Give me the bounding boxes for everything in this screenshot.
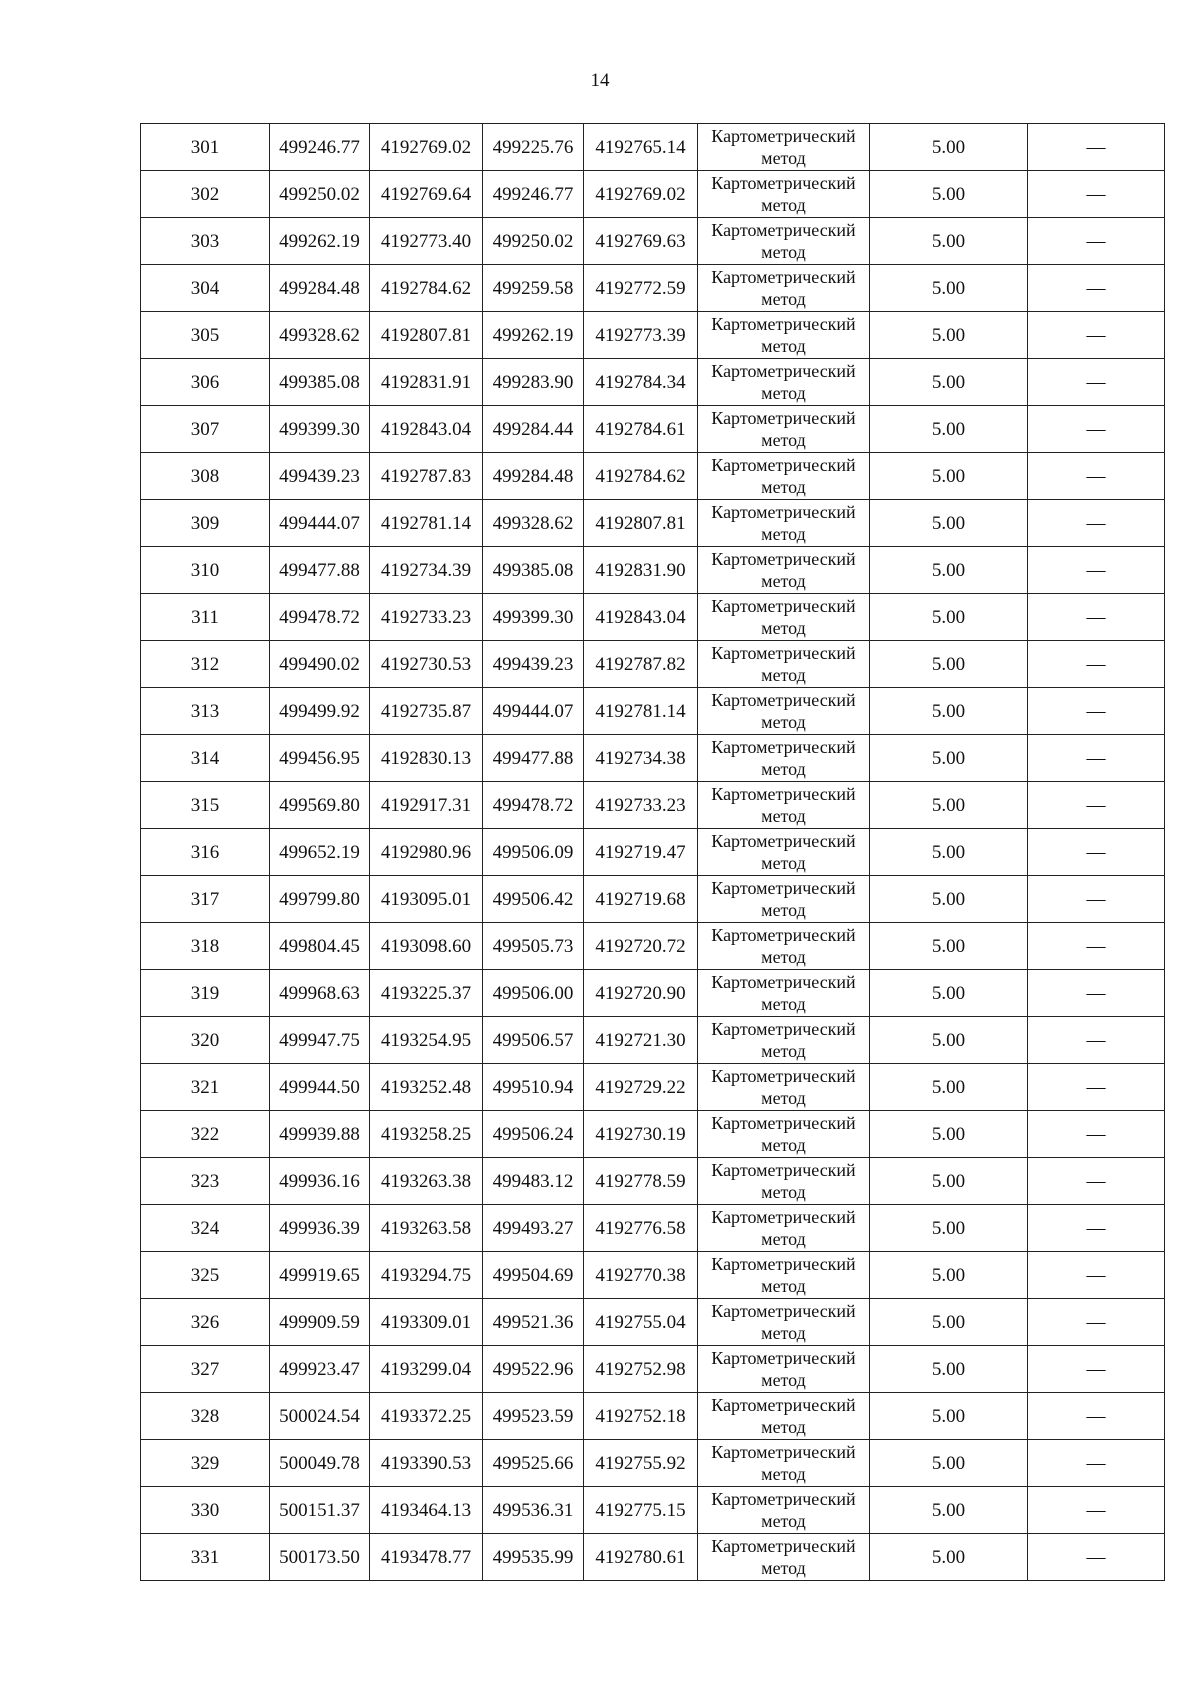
table-row	[141, 1487, 1165, 1534]
table-row	[141, 1205, 1165, 1252]
table-row	[141, 1252, 1165, 1299]
dash-cell: —	[1028, 641, 1165, 688]
y2-coordinate-cell: 4192730.19	[584, 1111, 698, 1158]
method-cell: Картометрический метод	[698, 359, 870, 406]
y2-coordinate-cell: 4192755.92	[584, 1440, 698, 1487]
x-coordinate-cell: 499439.23	[270, 453, 370, 500]
x2-coordinate-cell: 499525.66	[483, 1440, 584, 1487]
accuracy-cell: 5.00	[870, 970, 1028, 1017]
x2-coordinate-cell: 499506.00	[483, 970, 584, 1017]
method-cell: Картометрический метод	[698, 218, 870, 265]
x-coordinate-cell: 499799.80	[270, 876, 370, 923]
table-row	[141, 641, 1165, 688]
dash-cell: —	[1028, 1017, 1165, 1064]
x2-coordinate-cell: 499284.48	[483, 453, 584, 500]
point-number-cell: 316	[141, 829, 270, 876]
method-cell: Картометрический метод	[698, 312, 870, 359]
x-coordinate-cell: 499456.95	[270, 735, 370, 782]
point-number-cell: 306	[141, 359, 270, 406]
dash-cell: —	[1028, 406, 1165, 453]
x2-coordinate-cell: 499284.44	[483, 406, 584, 453]
point-number-cell: 331	[141, 1534, 270, 1581]
method-cell: Картометрический метод	[698, 970, 870, 1017]
accuracy-cell: 5.00	[870, 1017, 1028, 1064]
dash-cell: —	[1028, 1393, 1165, 1440]
x2-coordinate-cell: 499504.69	[483, 1252, 584, 1299]
point-number-cell: 307	[141, 406, 270, 453]
accuracy-cell: 5.00	[870, 782, 1028, 829]
x-coordinate-cell: 499385.08	[270, 359, 370, 406]
y2-coordinate-cell: 4192765.14	[584, 124, 698, 171]
y2-coordinate-cell: 4192734.38	[584, 735, 698, 782]
y-coordinate-cell: 4193299.04	[370, 1346, 483, 1393]
x2-coordinate-cell: 499444.07	[483, 688, 584, 735]
method-cell: Картометрический метод	[698, 124, 870, 171]
y2-coordinate-cell: 4192719.68	[584, 876, 698, 923]
x-coordinate-cell: 499477.88	[270, 547, 370, 594]
x-coordinate-cell: 499569.80	[270, 782, 370, 829]
x2-coordinate-cell: 499477.88	[483, 735, 584, 782]
x-coordinate-cell: 499250.02	[270, 171, 370, 218]
y-coordinate-cell: 4193478.77	[370, 1534, 483, 1581]
table-row	[141, 923, 1165, 970]
accuracy-cell: 5.00	[870, 1534, 1028, 1581]
method-cell: Картометрический метод	[698, 1393, 870, 1440]
table-row	[141, 782, 1165, 829]
point-number-cell: 329	[141, 1440, 270, 1487]
dash-cell: —	[1028, 735, 1165, 782]
method-cell: Картометрический метод	[698, 1440, 870, 1487]
x2-coordinate-cell: 499259.58	[483, 265, 584, 312]
table-row	[141, 1393, 1165, 1440]
accuracy-cell: 5.00	[870, 500, 1028, 547]
x-coordinate-cell: 499936.39	[270, 1205, 370, 1252]
x-coordinate-cell: 499939.88	[270, 1111, 370, 1158]
y2-coordinate-cell: 4192752.18	[584, 1393, 698, 1440]
x-coordinate-cell: 499444.07	[270, 500, 370, 547]
accuracy-cell: 5.00	[870, 1111, 1028, 1158]
dash-cell: —	[1028, 171, 1165, 218]
x-coordinate-cell: 499968.63	[270, 970, 370, 1017]
method-cell: Картометрический метод	[698, 453, 870, 500]
method-cell: Картометрический метод	[698, 1205, 870, 1252]
y-coordinate-cell: 4193225.37	[370, 970, 483, 1017]
accuracy-cell: 5.00	[870, 312, 1028, 359]
dash-cell: —	[1028, 1252, 1165, 1299]
dash-cell: —	[1028, 359, 1165, 406]
y-coordinate-cell: 4192733.23	[370, 594, 483, 641]
method-cell: Картометрический метод	[698, 406, 870, 453]
x-coordinate-cell: 499936.16	[270, 1158, 370, 1205]
x2-coordinate-cell: 499522.96	[483, 1346, 584, 1393]
dash-cell: —	[1028, 1534, 1165, 1581]
x-coordinate-cell: 499909.59	[270, 1299, 370, 1346]
dash-cell: —	[1028, 829, 1165, 876]
y2-coordinate-cell: 4192755.04	[584, 1299, 698, 1346]
point-number-cell: 326	[141, 1299, 270, 1346]
table-row	[141, 594, 1165, 641]
y-coordinate-cell: 4193254.95	[370, 1017, 483, 1064]
accuracy-cell: 5.00	[870, 1205, 1028, 1252]
y2-coordinate-cell: 4192721.30	[584, 1017, 698, 1064]
point-number-cell: 328	[141, 1393, 270, 1440]
method-cell: Картометрический метод	[698, 1111, 870, 1158]
y-coordinate-cell: 4192807.81	[370, 312, 483, 359]
accuracy-cell: 5.00	[870, 171, 1028, 218]
y2-coordinate-cell: 4192776.58	[584, 1205, 698, 1252]
y-coordinate-cell: 4193258.25	[370, 1111, 483, 1158]
accuracy-cell: 5.00	[870, 876, 1028, 923]
method-cell: Картометрический метод	[698, 1299, 870, 1346]
y2-coordinate-cell: 4192831.90	[584, 547, 698, 594]
table-row	[141, 688, 1165, 735]
point-number-cell: 322	[141, 1111, 270, 1158]
method-cell: Картометрический метод	[698, 1017, 870, 1064]
accuracy-cell: 5.00	[870, 1158, 1028, 1205]
accuracy-cell: 5.00	[870, 688, 1028, 735]
point-number-cell: 302	[141, 171, 270, 218]
table-row	[141, 735, 1165, 782]
dash-cell: —	[1028, 265, 1165, 312]
point-number-cell: 313	[141, 688, 270, 735]
table-row	[141, 171, 1165, 218]
y2-coordinate-cell: 4192752.98	[584, 1346, 698, 1393]
page-number: 14	[590, 70, 610, 91]
method-cell: Картометрический метод	[698, 876, 870, 923]
x2-coordinate-cell: 499439.23	[483, 641, 584, 688]
y2-coordinate-cell: 4192772.59	[584, 265, 698, 312]
point-number-cell: 310	[141, 547, 270, 594]
x-coordinate-cell: 499652.19	[270, 829, 370, 876]
x-coordinate-cell: 499284.48	[270, 265, 370, 312]
y2-coordinate-cell: 4192720.90	[584, 970, 698, 1017]
table-row	[141, 359, 1165, 406]
accuracy-cell: 5.00	[870, 923, 1028, 970]
y2-coordinate-cell: 4192787.82	[584, 641, 698, 688]
x2-coordinate-cell: 499505.73	[483, 923, 584, 970]
table-row	[141, 547, 1165, 594]
y2-coordinate-cell: 4192775.15	[584, 1487, 698, 1534]
y2-coordinate-cell: 4192720.72	[584, 923, 698, 970]
x2-coordinate-cell: 499506.09	[483, 829, 584, 876]
y2-coordinate-cell: 4192778.59	[584, 1158, 698, 1205]
dash-cell: —	[1028, 1487, 1165, 1534]
x-coordinate-cell: 499947.75	[270, 1017, 370, 1064]
y-coordinate-cell: 4193309.01	[370, 1299, 483, 1346]
point-number-cell: 315	[141, 782, 270, 829]
method-cell: Картометрический метод	[698, 265, 870, 312]
x-coordinate-cell: 499944.50	[270, 1064, 370, 1111]
y2-coordinate-cell: 4192784.34	[584, 359, 698, 406]
x2-coordinate-cell: 499523.59	[483, 1393, 584, 1440]
y2-coordinate-cell: 4192733.23	[584, 782, 698, 829]
accuracy-cell: 5.00	[870, 453, 1028, 500]
accuracy-cell: 5.00	[870, 359, 1028, 406]
point-number-cell: 327	[141, 1346, 270, 1393]
y2-coordinate-cell: 4192784.61	[584, 406, 698, 453]
accuracy-cell: 5.00	[870, 1346, 1028, 1393]
accuracy-cell: 5.00	[870, 735, 1028, 782]
y-coordinate-cell: 4192735.87	[370, 688, 483, 735]
method-cell: Картометрический метод	[698, 829, 870, 876]
table-row	[141, 1111, 1165, 1158]
method-cell: Картометрический метод	[698, 1534, 870, 1581]
y-coordinate-cell: 4192787.83	[370, 453, 483, 500]
x2-coordinate-cell: 499246.77	[483, 171, 584, 218]
x2-coordinate-cell: 499521.36	[483, 1299, 584, 1346]
x-coordinate-cell: 500024.54	[270, 1393, 370, 1440]
method-cell: Картометрический метод	[698, 500, 870, 547]
y2-coordinate-cell: 4192780.61	[584, 1534, 698, 1581]
x2-coordinate-cell: 499250.02	[483, 218, 584, 265]
x2-coordinate-cell: 499478.72	[483, 782, 584, 829]
accuracy-cell: 5.00	[870, 124, 1028, 171]
point-number-cell: 309	[141, 500, 270, 547]
dash-cell: —	[1028, 1064, 1165, 1111]
point-number-cell: 312	[141, 641, 270, 688]
x2-coordinate-cell: 499493.27	[483, 1205, 584, 1252]
accuracy-cell: 5.00	[870, 594, 1028, 641]
x-coordinate-cell: 499399.30	[270, 406, 370, 453]
dash-cell: —	[1028, 547, 1165, 594]
accuracy-cell: 5.00	[870, 406, 1028, 453]
x2-coordinate-cell: 499283.90	[483, 359, 584, 406]
x-coordinate-cell: 499478.72	[270, 594, 370, 641]
y-coordinate-cell: 4192980.96	[370, 829, 483, 876]
x2-coordinate-cell: 499483.12	[483, 1158, 584, 1205]
y-coordinate-cell: 4192769.64	[370, 171, 483, 218]
x-coordinate-cell: 499328.62	[270, 312, 370, 359]
x2-coordinate-cell: 499510.94	[483, 1064, 584, 1111]
point-number-cell: 319	[141, 970, 270, 1017]
table-row	[141, 1440, 1165, 1487]
y2-coordinate-cell: 4192781.14	[584, 688, 698, 735]
dash-cell: —	[1028, 1346, 1165, 1393]
y-coordinate-cell: 4193252.48	[370, 1064, 483, 1111]
method-cell: Картометрический метод	[698, 782, 870, 829]
y-coordinate-cell: 4193263.38	[370, 1158, 483, 1205]
table-row	[141, 406, 1165, 453]
accuracy-cell: 5.00	[870, 1252, 1028, 1299]
method-cell: Картометрический метод	[698, 735, 870, 782]
dash-cell: —	[1028, 923, 1165, 970]
y-coordinate-cell: 4193095.01	[370, 876, 483, 923]
point-number-cell: 325	[141, 1252, 270, 1299]
point-number-cell: 304	[141, 265, 270, 312]
y2-coordinate-cell: 4192784.62	[584, 453, 698, 500]
dash-cell: —	[1028, 876, 1165, 923]
x-coordinate-cell: 500173.50	[270, 1534, 370, 1581]
method-cell: Картометрический метод	[698, 1487, 870, 1534]
dash-cell: —	[1028, 1111, 1165, 1158]
point-number-cell: 311	[141, 594, 270, 641]
y2-coordinate-cell: 4192729.22	[584, 1064, 698, 1111]
method-cell: Картометрический метод	[698, 923, 870, 970]
y2-coordinate-cell: 4192719.47	[584, 829, 698, 876]
table-row	[141, 876, 1165, 923]
y-coordinate-cell: 4193098.60	[370, 923, 483, 970]
dash-cell: —	[1028, 312, 1165, 359]
method-cell: Картометрический метод	[698, 547, 870, 594]
dash-cell: —	[1028, 1158, 1165, 1205]
accuracy-cell: 5.00	[870, 1299, 1028, 1346]
table-row	[141, 124, 1165, 171]
x-coordinate-cell: 499919.65	[270, 1252, 370, 1299]
y-coordinate-cell: 4192830.13	[370, 735, 483, 782]
x2-coordinate-cell: 499328.62	[483, 500, 584, 547]
x2-coordinate-cell: 499506.57	[483, 1017, 584, 1064]
point-number-cell: 318	[141, 923, 270, 970]
x2-coordinate-cell: 499399.30	[483, 594, 584, 641]
y-coordinate-cell: 4192784.62	[370, 265, 483, 312]
x-coordinate-cell: 499262.19	[270, 218, 370, 265]
accuracy-cell: 5.00	[870, 641, 1028, 688]
accuracy-cell: 5.00	[870, 1487, 1028, 1534]
table-row	[141, 1534, 1165, 1581]
y-coordinate-cell: 4192769.02	[370, 124, 483, 171]
x-coordinate-cell: 499804.45	[270, 923, 370, 970]
method-cell: Картометрический метод	[698, 1158, 870, 1205]
x-coordinate-cell: 499923.47	[270, 1346, 370, 1393]
dash-cell: —	[1028, 218, 1165, 265]
accuracy-cell: 5.00	[870, 218, 1028, 265]
y2-coordinate-cell: 4192769.02	[584, 171, 698, 218]
dash-cell: —	[1028, 453, 1165, 500]
table-row	[141, 1299, 1165, 1346]
y2-coordinate-cell: 4192807.81	[584, 500, 698, 547]
x-coordinate-cell: 499499.92	[270, 688, 370, 735]
y-coordinate-cell: 4193390.53	[370, 1440, 483, 1487]
y-coordinate-cell: 4192917.31	[370, 782, 483, 829]
table-body	[141, 124, 1165, 1581]
table-row	[141, 1158, 1165, 1205]
point-number-cell: 317	[141, 876, 270, 923]
dash-cell: —	[1028, 500, 1165, 547]
point-number-cell: 323	[141, 1158, 270, 1205]
y-coordinate-cell: 4192773.40	[370, 218, 483, 265]
dash-cell: —	[1028, 1205, 1165, 1252]
y-coordinate-cell: 4192734.39	[370, 547, 483, 594]
x2-coordinate-cell: 499262.19	[483, 312, 584, 359]
x-coordinate-cell: 500049.78	[270, 1440, 370, 1487]
table-row	[141, 500, 1165, 547]
table-row	[141, 453, 1165, 500]
accuracy-cell: 5.00	[870, 547, 1028, 594]
x2-coordinate-cell: 499536.31	[483, 1487, 584, 1534]
table-row	[141, 829, 1165, 876]
point-number-cell: 324	[141, 1205, 270, 1252]
method-cell: Картометрический метод	[698, 641, 870, 688]
accuracy-cell: 5.00	[870, 1393, 1028, 1440]
table-row	[141, 1017, 1165, 1064]
dash-cell: —	[1028, 1440, 1165, 1487]
point-number-cell: 321	[141, 1064, 270, 1111]
x-coordinate-cell: 499246.77	[270, 124, 370, 171]
y-coordinate-cell: 4193464.13	[370, 1487, 483, 1534]
accuracy-cell: 5.00	[870, 829, 1028, 876]
point-number-cell: 314	[141, 735, 270, 782]
method-cell: Картометрический метод	[698, 1064, 870, 1111]
table-row	[141, 265, 1165, 312]
point-number-cell: 305	[141, 312, 270, 359]
y-coordinate-cell: 4193294.75	[370, 1252, 483, 1299]
method-cell: Картометрический метод	[698, 1346, 870, 1393]
y2-coordinate-cell: 4192769.63	[584, 218, 698, 265]
method-cell: Картометрический метод	[698, 1252, 870, 1299]
y-coordinate-cell: 4192843.04	[370, 406, 483, 453]
y-coordinate-cell: 4193372.25	[370, 1393, 483, 1440]
y-coordinate-cell: 4192831.91	[370, 359, 483, 406]
point-number-cell: 320	[141, 1017, 270, 1064]
dash-cell: —	[1028, 1299, 1165, 1346]
y-coordinate-cell: 4192781.14	[370, 500, 483, 547]
table-row	[141, 1346, 1165, 1393]
method-cell: Картометрический метод	[698, 171, 870, 218]
dash-cell: —	[1028, 688, 1165, 735]
y2-coordinate-cell: 4192770.38	[584, 1252, 698, 1299]
x2-coordinate-cell: 499506.24	[483, 1111, 584, 1158]
x2-coordinate-cell: 499385.08	[483, 547, 584, 594]
accuracy-cell: 5.00	[870, 1064, 1028, 1111]
y2-coordinate-cell: 4192843.04	[584, 594, 698, 641]
point-number-cell: 301	[141, 124, 270, 171]
y2-coordinate-cell: 4192773.39	[584, 312, 698, 359]
accuracy-cell: 5.00	[870, 1440, 1028, 1487]
dash-cell: —	[1028, 782, 1165, 829]
accuracy-cell: 5.00	[870, 265, 1028, 312]
point-number-cell: 330	[141, 1487, 270, 1534]
method-cell: Картометрический метод	[698, 688, 870, 735]
y-coordinate-cell: 4193263.58	[370, 1205, 483, 1252]
y-coordinate-cell: 4192730.53	[370, 641, 483, 688]
method-cell: Картометрический метод	[698, 594, 870, 641]
x2-coordinate-cell: 499506.42	[483, 876, 584, 923]
coordinates-table	[140, 123, 1165, 1581]
x-coordinate-cell: 500151.37	[270, 1487, 370, 1534]
table-row	[141, 970, 1165, 1017]
point-number-cell: 303	[141, 218, 270, 265]
table-row	[141, 312, 1165, 359]
table-row	[141, 218, 1165, 265]
table-row	[141, 1064, 1165, 1111]
x-coordinate-cell: 499490.02	[270, 641, 370, 688]
point-number-cell: 308	[141, 453, 270, 500]
dash-cell: —	[1028, 970, 1165, 1017]
dash-cell: —	[1028, 124, 1165, 171]
x2-coordinate-cell: 499225.76	[483, 124, 584, 171]
dash-cell: —	[1028, 594, 1165, 641]
x2-coordinate-cell: 499535.99	[483, 1534, 584, 1581]
